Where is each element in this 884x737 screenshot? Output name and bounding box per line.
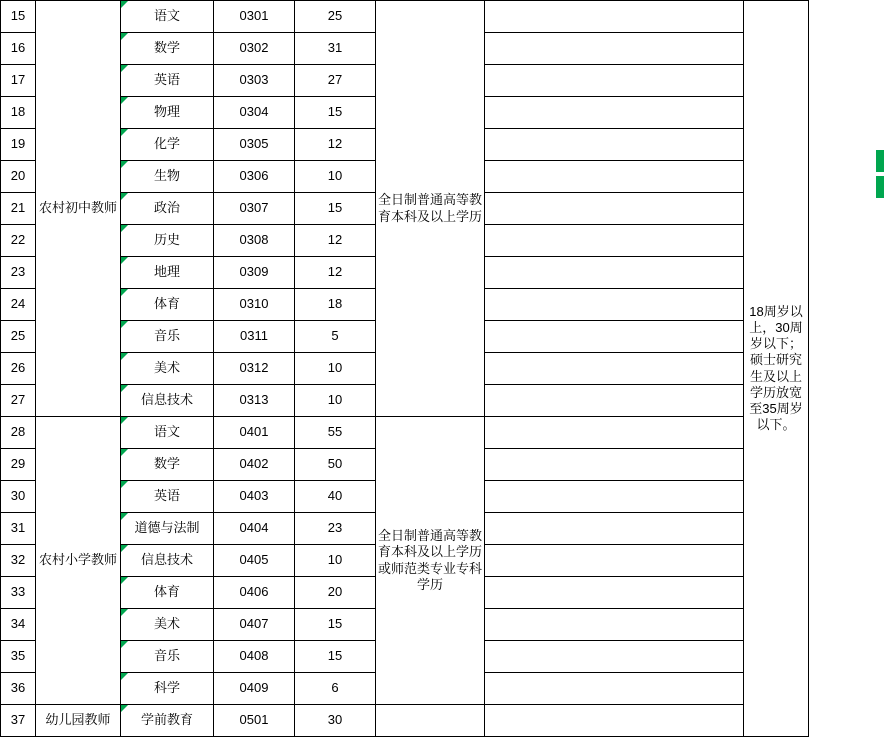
remark-cell — [485, 65, 744, 97]
code-cell: 0311 — [214, 321, 295, 353]
subject-cell: 美术 — [121, 353, 214, 385]
row-index: 18 — [1, 97, 36, 129]
remark-cell — [485, 257, 744, 289]
code-cell: 0301 — [214, 1, 295, 33]
row-index: 15 — [1, 1, 36, 33]
row-index: 37 — [1, 705, 36, 737]
code-cell: 0407 — [214, 609, 295, 641]
count-cell: 31 — [295, 33, 376, 65]
remark-cell — [485, 417, 744, 449]
code-cell: 0406 — [214, 577, 295, 609]
subject-cell: 物理 — [121, 97, 214, 129]
count-cell: 12 — [295, 129, 376, 161]
remark-cell — [485, 481, 744, 513]
subject-cell: 信息技术 — [121, 385, 214, 417]
subject-cell: 体育 — [121, 577, 214, 609]
remark-cell — [485, 321, 744, 353]
subject-cell: 化学 — [121, 129, 214, 161]
count-cell: 12 — [295, 257, 376, 289]
code-cell: 0304 — [214, 97, 295, 129]
code-cell: 0405 — [214, 545, 295, 577]
row-index: 31 — [1, 513, 36, 545]
education-requirement-junior: 全日制普通高等教育本科及以上学历 — [376, 1, 485, 417]
group-name-junior: 农村初中教师 — [36, 1, 121, 417]
group-name-kindergarten: 幼儿园教师 — [36, 705, 121, 737]
count-cell: 12 — [295, 225, 376, 257]
remark-cell — [485, 97, 744, 129]
subject-cell: 道德与法制 — [121, 513, 214, 545]
code-cell: 0309 — [214, 257, 295, 289]
count-cell: 20 — [295, 577, 376, 609]
row-index: 21 — [1, 193, 36, 225]
row-index: 29 — [1, 449, 36, 481]
row-index: 25 — [1, 321, 36, 353]
subject-cell: 学前教育 — [121, 705, 214, 737]
subject-cell: 语文 — [121, 1, 214, 33]
row-index: 16 — [1, 33, 36, 65]
subject-cell: 科学 — [121, 673, 214, 705]
remark-cell — [485, 641, 744, 673]
remark-cell — [485, 289, 744, 321]
count-cell: 40 — [295, 481, 376, 513]
subject-cell: 美术 — [121, 609, 214, 641]
subject-cell: 历史 — [121, 225, 214, 257]
row-index: 26 — [1, 353, 36, 385]
row-index: 24 — [1, 289, 36, 321]
remark-cell — [485, 353, 744, 385]
remark-cell — [485, 161, 744, 193]
code-cell: 0403 — [214, 481, 295, 513]
age-requirement-cell: 18周岁以上，30周岁以下；硕士研究生及以上学历放宽至35周岁以下。 — [744, 1, 809, 737]
remark-cell — [485, 545, 744, 577]
count-cell: 5 — [295, 321, 376, 353]
code-cell: 0313 — [214, 385, 295, 417]
subject-cell: 数学 — [121, 449, 214, 481]
count-cell: 55 — [295, 417, 376, 449]
code-cell: 0408 — [214, 641, 295, 673]
code-cell: 0404 — [214, 513, 295, 545]
group-name-primary: 农村小学教师 — [36, 417, 121, 705]
row-index: 35 — [1, 641, 36, 673]
count-cell: 27 — [295, 65, 376, 97]
remark-cell — [485, 577, 744, 609]
right-edge-marker-bottom — [876, 176, 884, 198]
count-cell: 15 — [295, 609, 376, 641]
remark-cell — [485, 225, 744, 257]
code-cell: 0302 — [214, 33, 295, 65]
count-cell: 50 — [295, 449, 376, 481]
code-cell: 0409 — [214, 673, 295, 705]
right-edge-marker-top — [876, 150, 884, 172]
subject-cell: 政治 — [121, 193, 214, 225]
code-cell: 0310 — [214, 289, 295, 321]
code-cell: 0402 — [214, 449, 295, 481]
table-row — [1, 417, 809, 449]
count-cell: 18 — [295, 289, 376, 321]
remark-cell — [485, 1, 744, 33]
subject-cell: 英语 — [121, 481, 214, 513]
remark-cell — [485, 449, 744, 481]
code-cell: 0501 — [214, 705, 295, 737]
education-requirement-kindergarten — [376, 705, 485, 737]
count-cell: 15 — [295, 641, 376, 673]
subject-cell: 体育 — [121, 289, 214, 321]
remark-cell — [485, 513, 744, 545]
code-cell: 0308 — [214, 225, 295, 257]
count-cell: 15 — [295, 97, 376, 129]
subject-cell: 音乐 — [121, 321, 214, 353]
subject-cell: 英语 — [121, 65, 214, 97]
row-index: 28 — [1, 417, 36, 449]
remark-cell — [485, 193, 744, 225]
code-cell: 0401 — [214, 417, 295, 449]
subject-cell: 信息技术 — [121, 545, 214, 577]
count-cell: 30 — [295, 705, 376, 737]
count-cell: 10 — [295, 353, 376, 385]
row-index: 34 — [1, 609, 36, 641]
count-cell: 25 — [295, 1, 376, 33]
subject-cell: 数学 — [121, 33, 214, 65]
row-index: 20 — [1, 161, 36, 193]
code-cell: 0306 — [214, 161, 295, 193]
code-cell: 0312 — [214, 353, 295, 385]
education-requirement-primary: 全日制普通高等教育本科及以上学历或师范类专业专科学历 — [376, 417, 485, 705]
remark-cell — [485, 385, 744, 417]
count-cell: 10 — [295, 545, 376, 577]
row-index: 19 — [1, 129, 36, 161]
code-cell: 0305 — [214, 129, 295, 161]
row-index: 22 — [1, 225, 36, 257]
code-cell: 0307 — [214, 193, 295, 225]
table-row — [1, 705, 809, 737]
remark-cell — [485, 609, 744, 641]
count-cell: 6 — [295, 673, 376, 705]
row-index: 36 — [1, 673, 36, 705]
remark-cell — [485, 705, 744, 737]
subject-cell: 生物 — [121, 161, 214, 193]
count-cell: 10 — [295, 161, 376, 193]
row-index: 27 — [1, 385, 36, 417]
row-index: 33 — [1, 577, 36, 609]
subject-cell: 音乐 — [121, 641, 214, 673]
row-index: 17 — [1, 65, 36, 97]
remark-cell — [485, 129, 744, 161]
row-index: 32 — [1, 545, 36, 577]
row-index: 23 — [1, 257, 36, 289]
subject-cell: 地理 — [121, 257, 214, 289]
remark-cell — [485, 33, 744, 65]
count-cell: 23 — [295, 513, 376, 545]
table-row — [1, 1, 809, 33]
count-cell: 10 — [295, 385, 376, 417]
code-cell: 0303 — [214, 65, 295, 97]
count-cell: 15 — [295, 193, 376, 225]
subject-cell: 语文 — [121, 417, 214, 449]
row-index: 30 — [1, 481, 36, 513]
remark-cell — [485, 673, 744, 705]
